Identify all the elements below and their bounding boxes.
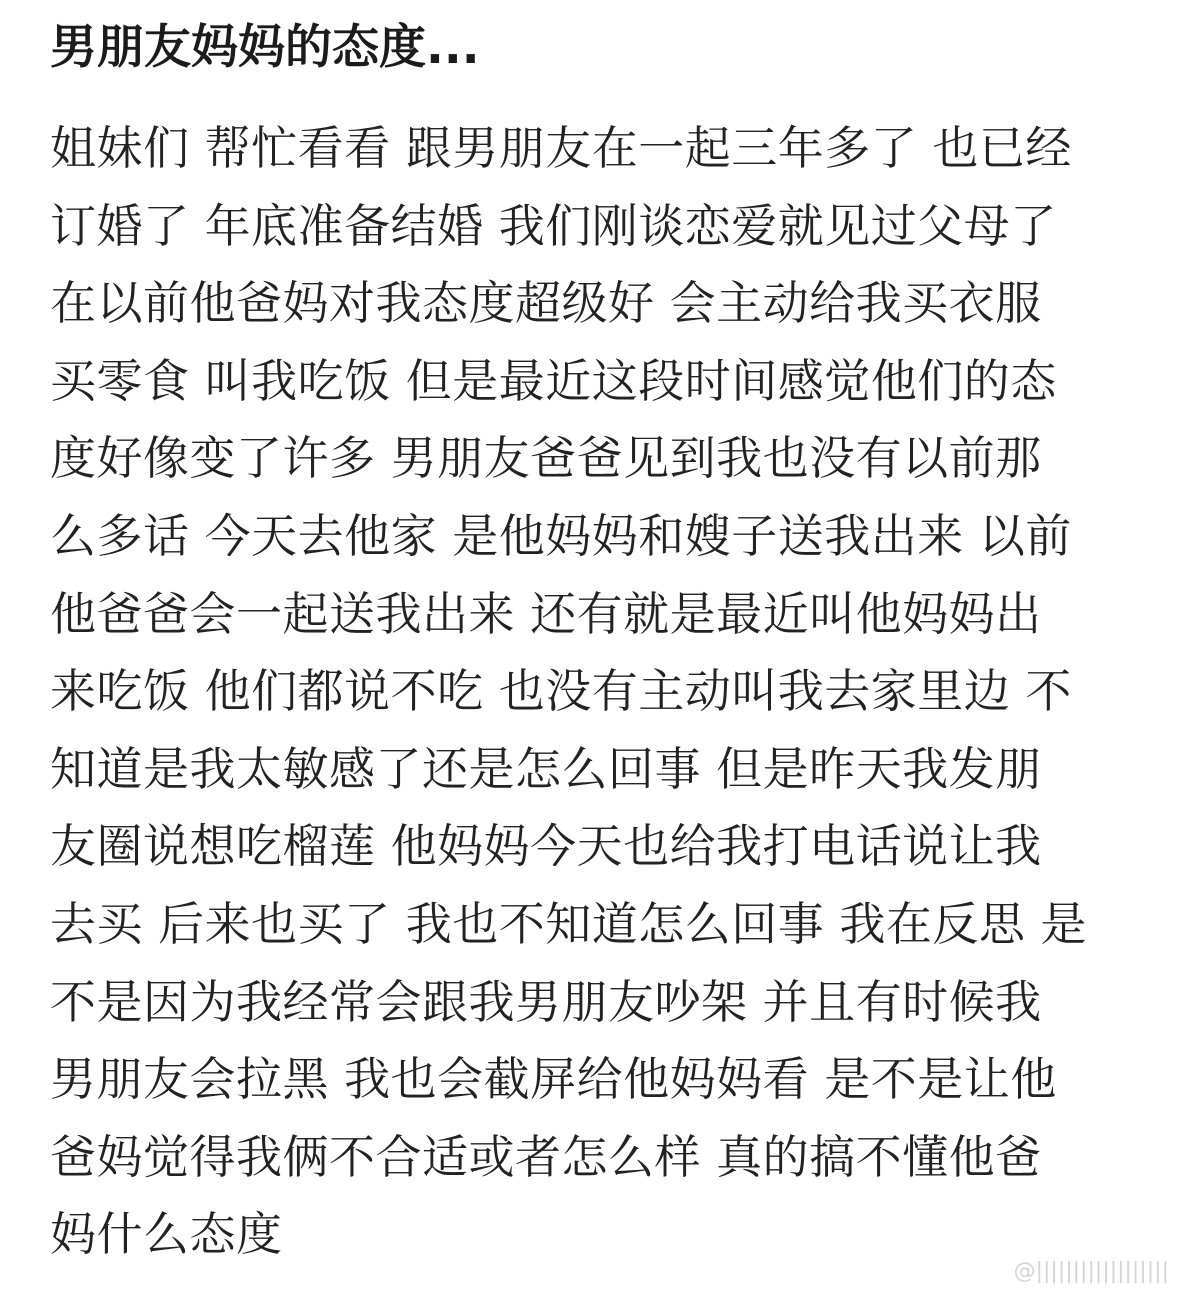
post-body-line: 订婚了 年底准备结婚 我们刚谈恋爱就见过父母了 (50, 198, 1057, 253)
post-body-line: 姐妹们 帮忙看看 跟男朋友在一起三年多了 也已经 (50, 121, 1072, 175)
post-body-line: 去买 后来也买了 我也不知道怎么回事 我在反思 是 (50, 896, 1087, 951)
post-body-line: 他爸爸会一起送我出来 还有就是最近叫他妈妈出 (50, 586, 1042, 641)
watermark: @|||||||||||||||||| (1013, 1259, 1169, 1284)
post-body-line: 来吃饭 他们都说不吃 也没有主动叫我去家里边 不 (50, 664, 1072, 719)
post-title: 男朋友妈妈的态度... (50, 20, 480, 75)
post-body-line: 友圈说想吃榴莲 他妈妈今天也给我打电话说让我 (50, 819, 1042, 874)
post-body-line: 男朋友会拉黑 我也会截屏给他妈妈看 是不是让他 (50, 1052, 1057, 1107)
post-body (50, 110, 1140, 1274)
post-body-line: 买零食 叫我吃饭 但是最近这段时间感觉他们的态 (50, 353, 1057, 408)
post-body-line: 妈什么态度 (50, 1207, 283, 1262)
post-body-line: 么多话 今天去他家 是他妈妈和嫂子送我出来 以前 (50, 508, 1072, 563)
post-body-line: 不是因为我经常会跟我男朋友吵架 并且有时候我 (50, 974, 1042, 1029)
post-body-line: 在以前他爸妈对我态度超级好 会主动给我买衣服 (50, 276, 1042, 331)
post-body-line: 知道是我太敏感了还是怎么回事 但是昨天我发朋 (50, 741, 1042, 796)
post-body-line: 爸妈觉得我俩不合适或者怎么样 真的搞不懂他爸 (50, 1129, 1042, 1184)
post-body-line: 度好像变了许多 男朋友爸爸见到我也没有以前那 (50, 431, 1042, 486)
